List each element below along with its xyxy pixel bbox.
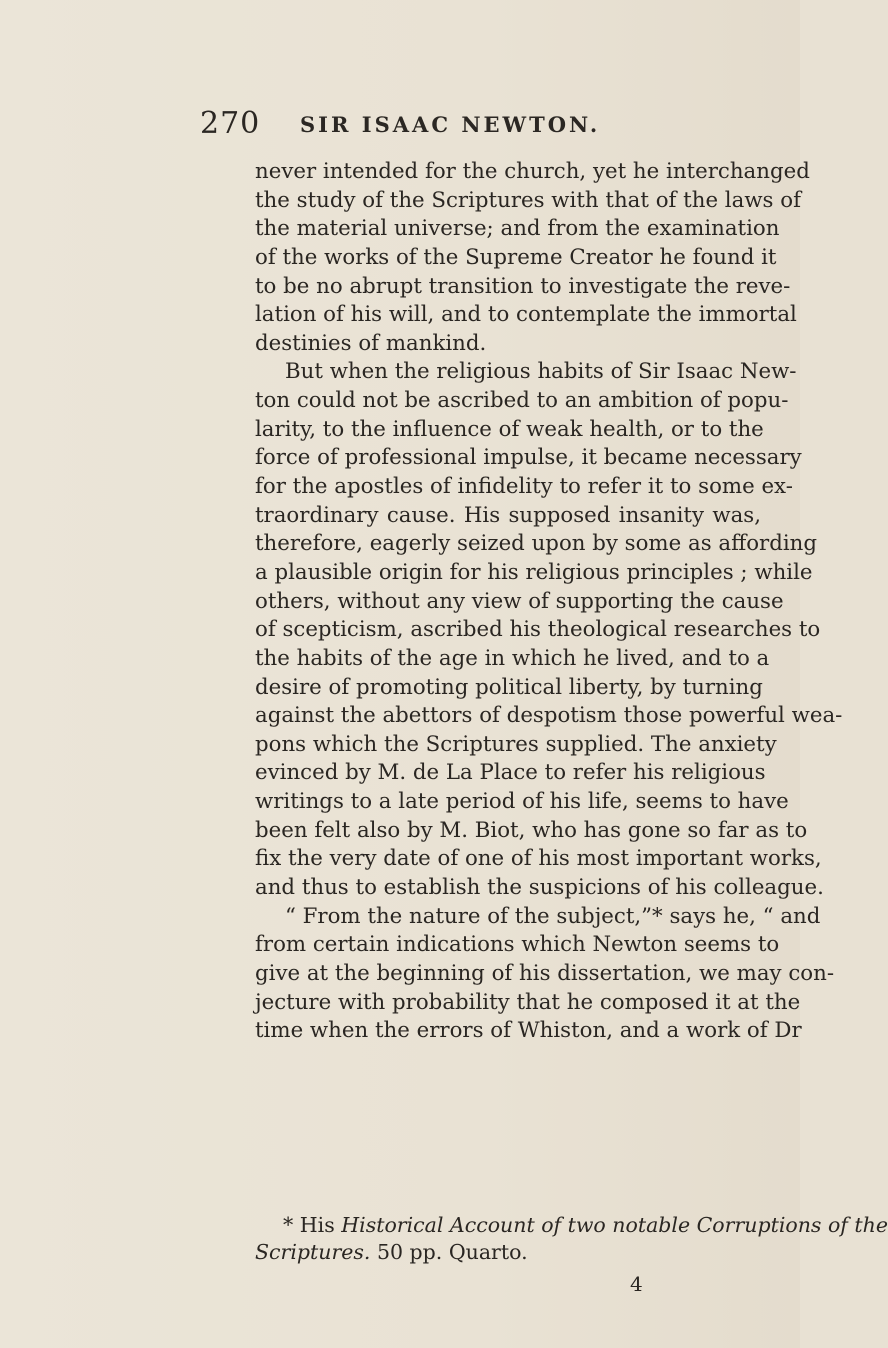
footnote-title: Historical Account of two notable Corruptions of the [341,1213,888,1237]
text-line: from certain indications which Newton seems to [255,932,780,958]
page-header [0,106,800,146]
text-line: give at the beginning of his dissertation, we may con- [255,960,835,986]
text-line: writings to a late period of his life, seems to have [255,789,789,815]
text-line: of the works of the Supreme Creator he found it [255,244,777,270]
text-line: force of professional impulse, it became necessary [255,445,802,471]
text-line: evinced by M. de La Place to refer his religious [255,760,766,786]
text-line: desire of promoting political liberty, by turning [255,674,763,700]
text-line: time when the errors of Whiston, and a work of Dr [255,1018,802,1044]
text-line: a plausible origin for his religious principles ; while [255,559,813,585]
footnote [255,1212,888,1266]
text-line: jecture with probability that he composed it at the [255,989,801,1015]
text-line: been felt also by M. Biot, who has gone so far as to [255,817,808,843]
paragraph-start-line: But when the religious habits of Sir Isaac New- [285,359,797,385]
running-head: SIR ISAAC NEWTON. [300,112,601,137]
text-line: lation of his will, and to contemplate the immortal [255,302,797,328]
signature-mark: 4 [630,1272,643,1296]
footnote-marker: * [283,1213,294,1237]
text-line: and thus to establish the suspicions of his colleague. [255,875,824,901]
text-line: pons which the Scriptures supplied. The anxiety [255,731,777,757]
text-line: others, without any view of supporting the cause [255,588,784,614]
text-line: the study of the Scriptures with that of the laws of [255,187,801,213]
footnote-title-cont: Scriptures. [255,1240,371,1264]
footnote-text: His [299,1213,342,1237]
text-line: traordinary cause. His supposed insanity was, [255,502,761,528]
footnote-text: 50 pp. Quarto. [370,1240,528,1264]
footnote-line [255,1212,888,1239]
text-line: larity, to the influence of weak health, or to the [255,416,764,442]
text-line: of scepticism, ascribed his theological researches to [255,617,821,643]
footnote-line [255,1239,765,1266]
text-line: never intended for the church, yet he interchanged [255,159,810,184]
text-line: fix the very date of one of his most important works, [255,846,822,872]
body-text [255,158,843,1046]
text-line: against the abettors of despotism those powerful wea- [255,703,843,729]
paragraph-start-line: “ From the nature of the subject,”* says he, “ and [285,903,821,929]
text-line: destinies of mankind. [255,330,487,356]
text-line: for the apostles of infidelity to refer it to some ex- [255,474,793,500]
text-line: the material universe; and from the examination [255,216,780,242]
text-line: therefore, eagerly seized upon by some as affording [255,531,818,557]
page-number: 270 [200,106,261,141]
text-line: ton could not be ascribed to an ambition of popu- [255,388,789,414]
text-line: to be no abrupt transition to investigate the reve- [255,273,791,299]
text-line: the habits of the age in which he lived, and to a [255,645,770,671]
